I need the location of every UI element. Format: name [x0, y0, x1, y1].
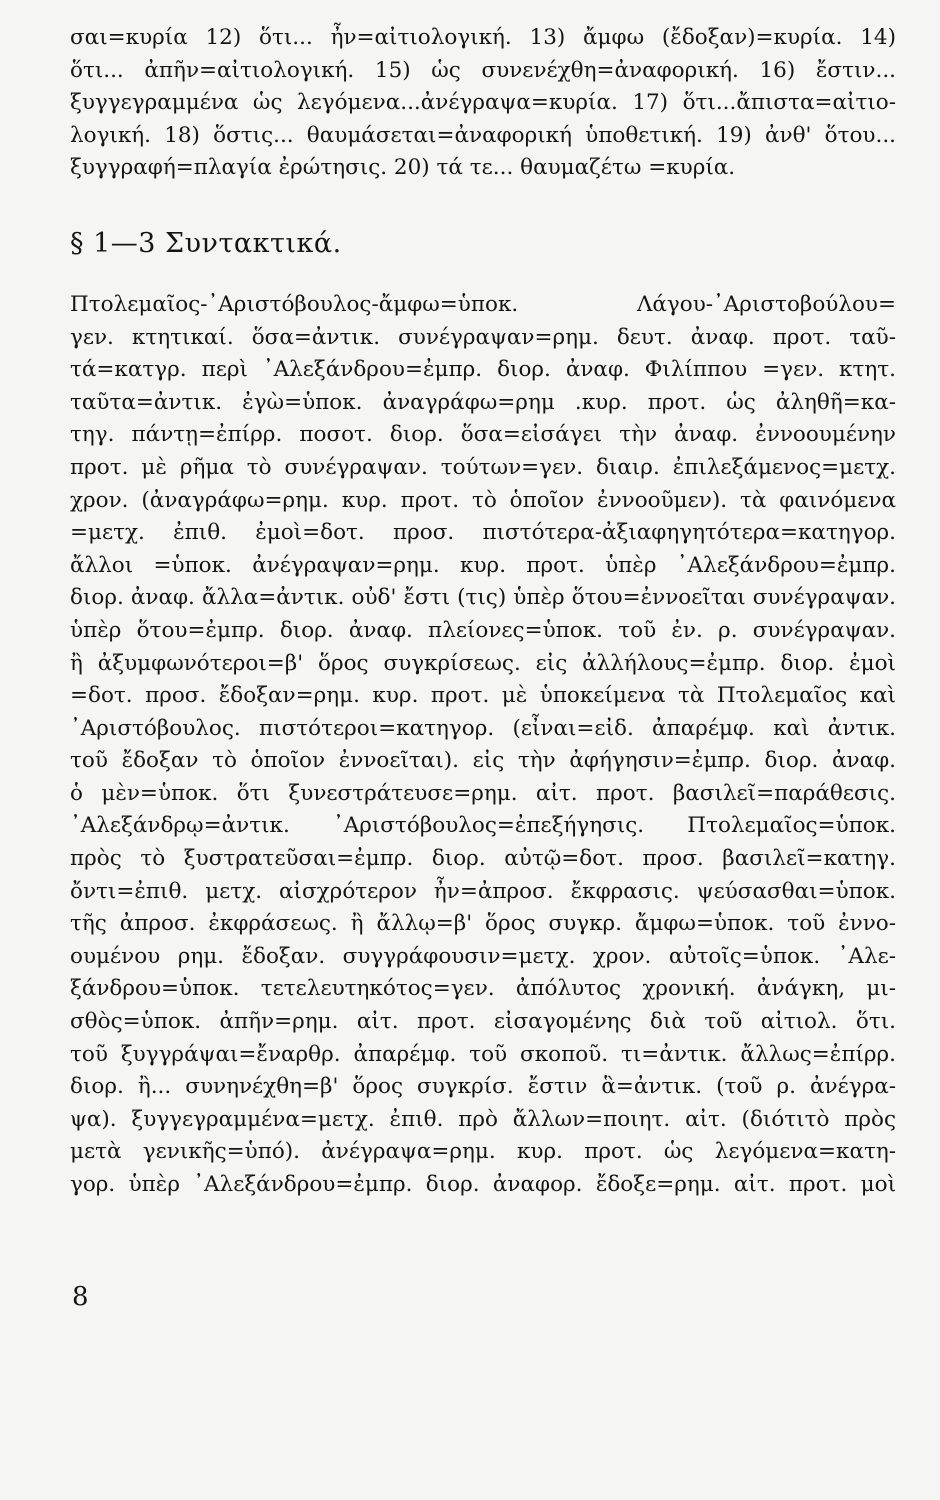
text-line: γεν. κτητικαί. ὅσα=ἀντικ. συνέγραψαν=ρημ. δευτ. ἀναφ. προτ. ταῦ- — [70, 324, 896, 350]
text-line: τοῦ ξυγγράψαι=ἔναρθρ. ἀπαρέμφ. τοῦ σκοποῦ. τι=ἀντικ. ἄλλως=ἐπίρρ. — [70, 1041, 896, 1067]
text-line: διορ. ἀναφ. ἄλλα=ἀντικ. οὐδ' ἔστι (τις) ὑπὲρ ὅτου=ἐννοεῖται συνέγραψαν. — [70, 585, 896, 611]
text-line: χρον. (ἀναγράφω=ρημ. κυρ. προτ. τὸ ὁποῖον ἐννοοῦμεν). τὰ φαινόμενα — [70, 487, 896, 513]
text-line: μετὰ γενικῆς=ὑπό). ἀνέγραψα=ρημ. κυρ. προτ. ὡς λεγόμενα=κατη- — [70, 1139, 896, 1165]
text-line: ἢ ἀξυμφωνότεροι=β' ὅρος συγκρίσεως. εἰς ἀλλήλους=ἐμπρ. διορ. ἐμοὶ — [70, 650, 896, 676]
text-line: ᾿Αριστόβουλος. πιστότεροι=κατηγορ. (εἶναι=εἰδ. ἀπαρέμφ. καὶ ἀντικ. — [70, 715, 896, 741]
text-line: ὄντι=ἐπιθ. μετχ. αἰσχρότερον ἦν=ἀπροσ. ἔκφρασις. ψεύσασθαι=ὑποκ. — [70, 878, 896, 904]
text-line: τηγ. πάντῃ=ἐπίρρ. ποσοτ. διορ. ὅσα=εἰσάγει τὴν ἀναφ. ἐννοουμένην — [70, 422, 896, 448]
text-line: ὁ μὲν=ὑποκ. ὅτι ξυνεστράτευσε=ρημ. αἰτ. προτ. βασιλεῖ=παράθεσις. — [70, 780, 896, 806]
text-line: ξυγγεγραμμένα ὡς λεγόμενα...ἀνέγραψα=κυρία. 17) ὅτι...ἄπιστα=αἰτιο- — [70, 90, 896, 116]
paragraph-answers — [70, 22, 896, 185]
text-line: ψα). ξυγγεγραμμένα=μετχ. ἐπιθ. πρὸ ἄλλων=ποιητ. αἰτ. (διότιτὸ πρὸς — [70, 1106, 896, 1132]
text-line: σθὸς=ὑποκ. ἀπῆν=ρημ. αἰτ. προτ. εἰσαγομένης διὰ τοῦ αἰτιολ. ὅτι. — [70, 1009, 896, 1035]
text-line: ὅτι... ἀπῆν=αἰτιολογική. 15) ὡς συνενέχθη=ἀναφορική. 16) ἔστιν... — [70, 57, 896, 83]
text-line: ὑπὲρ ὅτου=ἐμπρ. διορ. ἀναφ. πλείονες=ὑποκ. τοῦ ἐν. ρ. συνέγραψαν. — [70, 617, 896, 643]
page-body — [70, 22, 896, 1202]
text-line: διορ. ἢ... συνηνέχθη=β' ὅρος συγκρίσ. ἔστιν ἃ=ἀντικ. (τοῦ ρ. ἀνέγρα- — [70, 1074, 896, 1100]
text-line: ξυγγραφή=πλαγία ἐρώτησις. 20) τά τε... θαυμαζέτω =κυρία. — [70, 155, 736, 181]
text-line: ταῦτα=ἀντικ. ἐγὼ=ὑποκ. ἀναγράφω=ρημ .κυρ. προτ. ὡς ἀληθῆ=κα- — [70, 389, 896, 415]
text-line: ᾿Αλεξάνδρῳ=ἀντικ. ᾿Αριστόβουλος=ἐπεξήγησις. Πτολεμαῖος=ὑποκ. — [70, 813, 896, 839]
text-line: γορ. ὑπὲρ ᾿Αλεξάνδρου=ἐμπρ. διορ. ἀναφορ. ἔδοξε=ρημ. αἰτ. προτ. μοὶ — [70, 1172, 896, 1197]
section-heading: § 1—3 Συντακτικά. — [70, 227, 342, 259]
text-line: ουμένου ρημ. ἔδοξαν. συγγράφουσιν=μετχ. χρον. αὐτοῖς=ὑποκ. ᾿Αλε- — [70, 943, 896, 969]
page-number: 8 — [72, 1282, 89, 1312]
text-line: ἄλλοι =ὑποκ. ἀνέγραψαν=ρημ. κυρ. προτ. ὑπὲρ ᾿Αλεξάνδρου=ἐμπρ. — [70, 552, 896, 578]
text-line: Πτολεμαῖος-᾿Αριστόβουλος-ἄμφω=ὑποκ. Λάγου-᾿Αριστοβούλου= — [70, 291, 896, 317]
paragraph-syntax-analysis — [70, 289, 896, 1202]
text-line: τοῦ ἔδοξαν τὸ ὁποῖον ἐννοεῖται). εἰς τὴν ἀφήγησιν=ἐμπρ. διορ. ἀναφ. — [70, 748, 896, 774]
text-line: τῆς ἀπροσ. ἐκφράσεως. ἢ ἄλλῳ=β' ὅρος συγκρ. ἄμφω=ὑποκ. τοῦ ἐννο- — [70, 911, 896, 937]
text-line: =μετχ. ἐπιθ. ἐμοὶ=δοτ. προσ. πιστότερα-ἀξιαφηγητότερα=κατηγορ. — [70, 520, 896, 546]
text-line: =δοτ. προσ. ἔδοξαν=ρημ. κυρ. προτ. μὲ ὑποκείμενα τὰ Πτολεμαῖος καὶ — [70, 683, 896, 709]
text-line: πρὸς τὸ ξυστρατεῦσαι=ἐμπρ. διορ. αὐτῷ=δοτ. προσ. βασιλεῖ=κατηγ. — [70, 846, 896, 872]
text-line: σαι=κυρία 12) ὅτι... ἦν=αἰτιολογική. 13) ἄμφω (ἔδοξαν)=κυρία. 14) — [70, 25, 896, 50]
text-line: τά=κατγρ. περὶ ᾿Αλεξάνδρου=ἐμπρ. διορ. ἀναφ. Φιλίππου =γεν. κτητ. — [70, 357, 896, 383]
text-line: ξάνδρου=ὑποκ. τετελευτηκότος=γεν. ἀπόλυτος χρονική. ἀνάγκη, μι- — [70, 976, 896, 1002]
text-line: λογική. 18) ὅστις... θαυμάσεται=ἀναφορική ὑποθετική. 19) ἀνθ' ὅτου... — [70, 122, 896, 148]
text-line: προτ. μὲ ρῆμα τὸ συνέγραψαν. τούτων=γεν. διαιρ. ἐπιλεξάμενος=μετχ. — [70, 454, 896, 480]
